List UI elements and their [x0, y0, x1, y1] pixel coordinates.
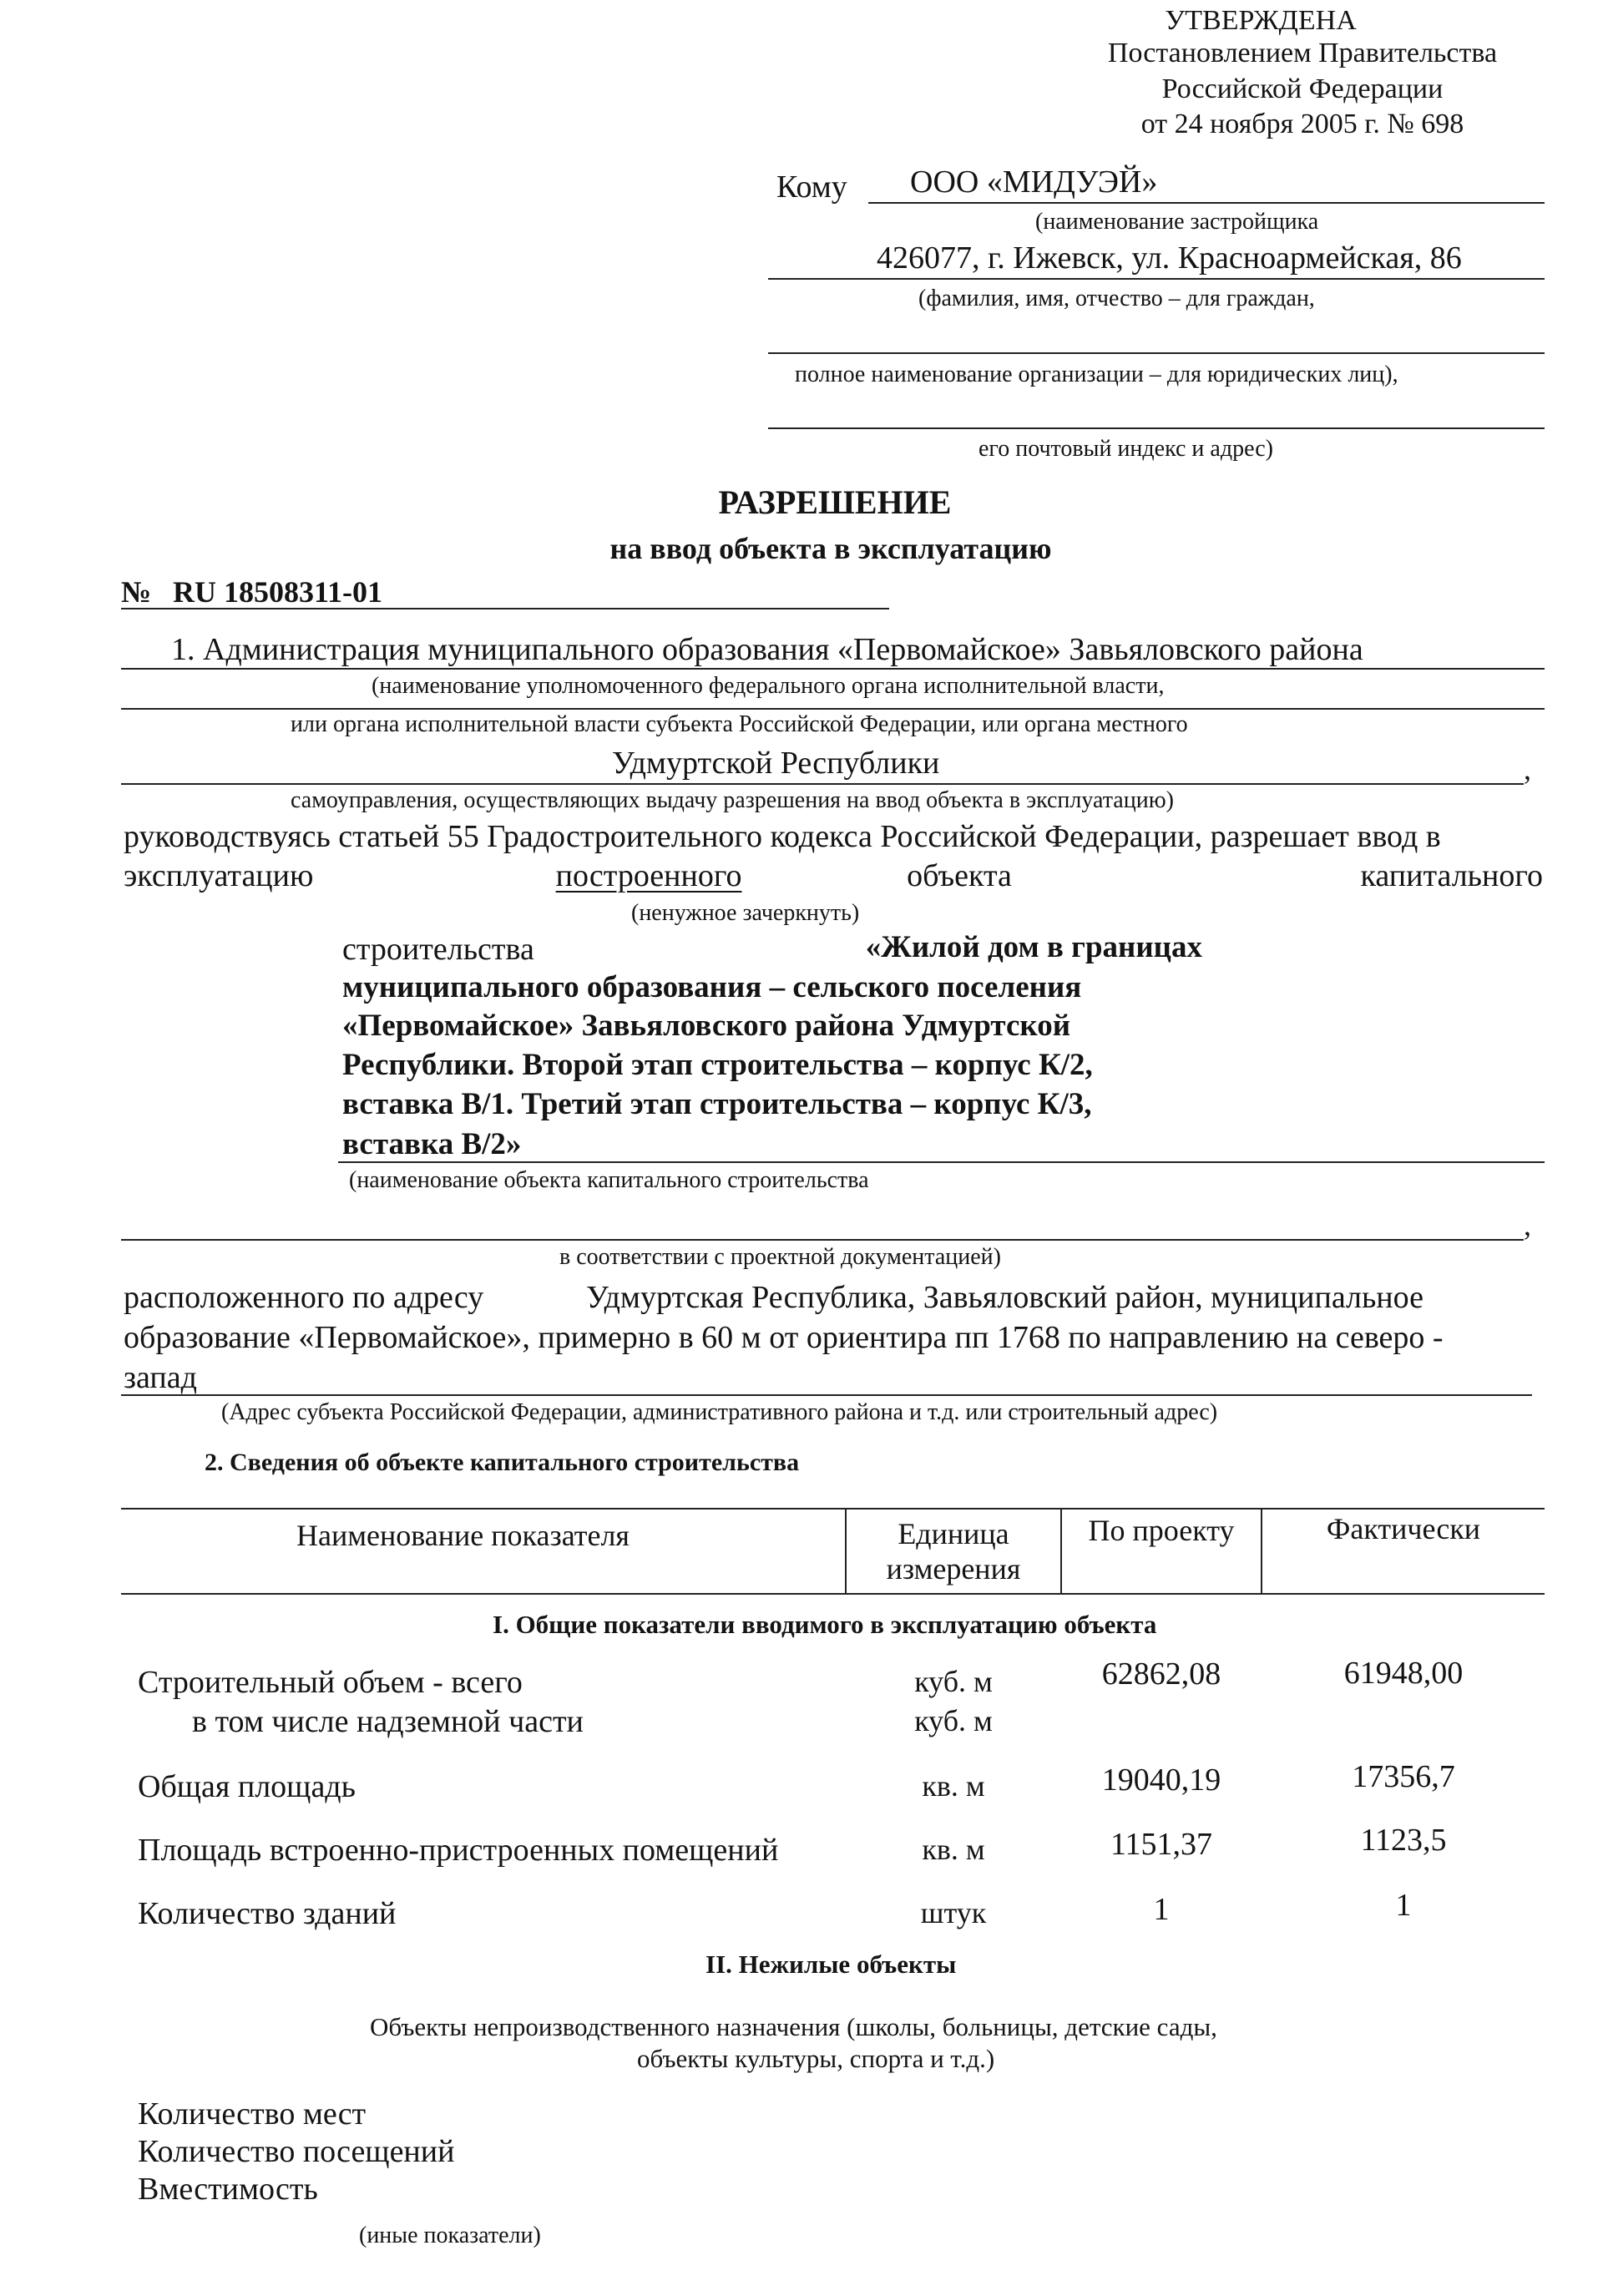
object-comma: ,: [1524, 1208, 1531, 1242]
authority-line-2-rule: [121, 783, 1524, 785]
row-0-unit: куб. м: [914, 1665, 993, 1698]
authority-comma: ,: [1524, 752, 1531, 786]
authority-hint-3: самоуправления, осуществляющих выдачу разрешения на ввод объекта в эксплуатацию): [291, 787, 1174, 813]
approval-line-4: от 24 ноября 2005 г. № 698: [1140, 109, 1464, 139]
object-hint: (наименование объекта капитального строительства: [349, 1167, 869, 1193]
object-blank-rule: [121, 1239, 1524, 1241]
table-header-bottom-rule: [121, 1593, 1545, 1595]
extra-capacity: Вместимость: [138, 2172, 318, 2207]
recipient-hint-2: (фамилия, имя, отчество – для граждан,: [918, 286, 1315, 311]
row-4-project: 1: [1153, 1892, 1170, 1927]
row-4-unit: штук: [920, 1896, 987, 1929]
located-label: расположенного по адресу: [124, 1280, 484, 1315]
header-actual: Фактически: [1326, 1512, 1481, 1545]
permit-number-label: №: [121, 575, 152, 609]
strike-hint: (ненужное зачеркнуть): [631, 900, 860, 926]
address-hint: (Адрес субъекта Российской Федерации, административного района и т.д. или строительный адрес): [221, 1399, 1218, 1425]
authority-hint-2: или органа исполнительной власти субъекта Российской Федерации, или органа местного: [291, 711, 1188, 737]
object-name-3: «Первомайское» Завьяловского района Удмуртской: [342, 1009, 1071, 1043]
nonprod-line-2: объекты культуры, спорта и т.д.): [637, 2044, 995, 2073]
authority-line-1-rule: [121, 668, 1545, 670]
object-name-6: вставка В/2»: [342, 1127, 522, 1161]
approval-line-2: Постановлением Правительства: [1107, 38, 1498, 68]
recipient-address-line: [768, 278, 1545, 280]
object-name-2: муниципального образования – сельского поселения: [342, 970, 1082, 1004]
approval-line-1: УТВЕРЖДЕНА: [1165, 5, 1357, 36]
row-3-name: Площадь встроенно-пристроенных помещений: [138, 1833, 779, 1868]
recipient-name-line: [868, 202, 1545, 204]
row-4-actual: 1: [1395, 1888, 1412, 1923]
word-capital: капитального: [1360, 858, 1543, 893]
project-hint: в соответствии с проектной документацией): [559, 1244, 1001, 1270]
header-unit-1: Единица: [898, 1517, 1009, 1550]
extra-places: Количество мест: [138, 2096, 367, 2132]
header-project: По проекту: [1088, 1514, 1235, 1547]
header-unit-2: измерения: [886, 1552, 1021, 1585]
row-1-name: в том числе надземной части: [192, 1704, 584, 1739]
authority-blank-rule: [121, 708, 1545, 710]
recipient-name: ООО «МИДУЭЙ»: [910, 164, 1158, 200]
row-3-unit: кв. м: [922, 1833, 985, 1866]
object-name-1: «Жилой дом в границах: [865, 930, 1202, 964]
permit-number: RU 18508311-01: [173, 575, 382, 609]
document-title: РАЗРЕШЕНИЕ: [718, 483, 952, 521]
word-object: объекта: [907, 858, 1012, 893]
address-line-1: Удмуртская Республика, Завьяловский район, муниципальное: [586, 1280, 1423, 1315]
authority-line-2: Удмуртской Республики: [612, 746, 940, 781]
word-built: построенного: [555, 858, 742, 893]
recipient-blank-line-2: [768, 427, 1545, 429]
permit-number-line: [121, 608, 889, 609]
row-0-name: Строительный объем - всего: [138, 1665, 523, 1700]
object-name-4: Республики. Второй этап строительства – корпус К/2,: [342, 1048, 1093, 1082]
recipient-hint-3: полное наименование организации – для юридических лиц),: [795, 362, 1398, 387]
row-1-unit: куб. м: [914, 1704, 993, 1737]
authority-line-1: 1. Администрация муниципального образования «Первомайское» Завьяловского района: [171, 632, 1363, 667]
row-2-name: Общая площадь: [138, 1769, 356, 1804]
object-name-rule: [338, 1161, 1545, 1163]
group-2-title: II. Нежилые объекты: [705, 1950, 957, 1979]
nonprod-line-1: Объекты непроизводственного назначения (школы, больницы, детские сады,: [370, 2012, 1217, 2041]
row-0-project: 62862,08: [1101, 1656, 1221, 1692]
recipient-to-label: Кому: [776, 169, 847, 205]
address-rule: [121, 1394, 1532, 1396]
address-line-3: запад: [124, 1360, 197, 1395]
row-0-actual: 61948,00: [1343, 1656, 1464, 1691]
section2-title: 2. Сведения об объекте капитального строительства: [205, 1449, 800, 1476]
row-3-actual: 1123,5: [1360, 1823, 1447, 1858]
other-indicators-hint: (иные показатели): [359, 2223, 541, 2248]
construction-label: строительства: [342, 932, 534, 967]
recipient-hint-4: его почтовый индекс и адрес): [978, 436, 1273, 462]
row-4-name: Количество зданий: [138, 1896, 397, 1931]
approval-line-3: Российской Федерации: [1161, 73, 1444, 104]
document-subtitle: на ввод объекта в эксплуатацию: [609, 532, 1052, 565]
table-top-rule: [121, 1508, 1545, 1510]
authority-hint-1: (наименование уполномоченного федерального органа исполнительной власти,: [372, 673, 1165, 699]
commission-line: [124, 857, 1543, 894]
group-1-title: I. Общие показатели вводимого в эксплуатацию объекта: [493, 1610, 1157, 1639]
address-line-2: образование «Первомайское», примерно в 60 м от ориентира пп 1768 по направлению на северо -: [124, 1320, 1444, 1355]
recipient-address: 426077, г. Ижевск, ул. Красноармейская, 86: [877, 240, 1462, 276]
header-name: Наименование показателя: [296, 1519, 630, 1552]
guided-line: руководствуясь статьей 55 Градостроительного кодекса Российской Федерации, разрешает ввод в: [124, 819, 1441, 854]
row-2-actual: 17356,7: [1352, 1759, 1455, 1794]
row-2-project: 19040,19: [1101, 1762, 1221, 1798]
word-commission: эксплуатацию: [124, 858, 314, 893]
row-3-project: 1151,37: [1110, 1827, 1213, 1862]
recipient-blank-line-1: [768, 352, 1545, 354]
recipient-hint-1: (наименование застройщика: [1035, 209, 1319, 235]
object-name-5: вставка В/1. Третий этап строительства – корпус К/3,: [342, 1087, 1092, 1121]
extra-visits: Количество посещений: [138, 2134, 455, 2169]
row-2-unit: кв. м: [922, 1769, 985, 1803]
